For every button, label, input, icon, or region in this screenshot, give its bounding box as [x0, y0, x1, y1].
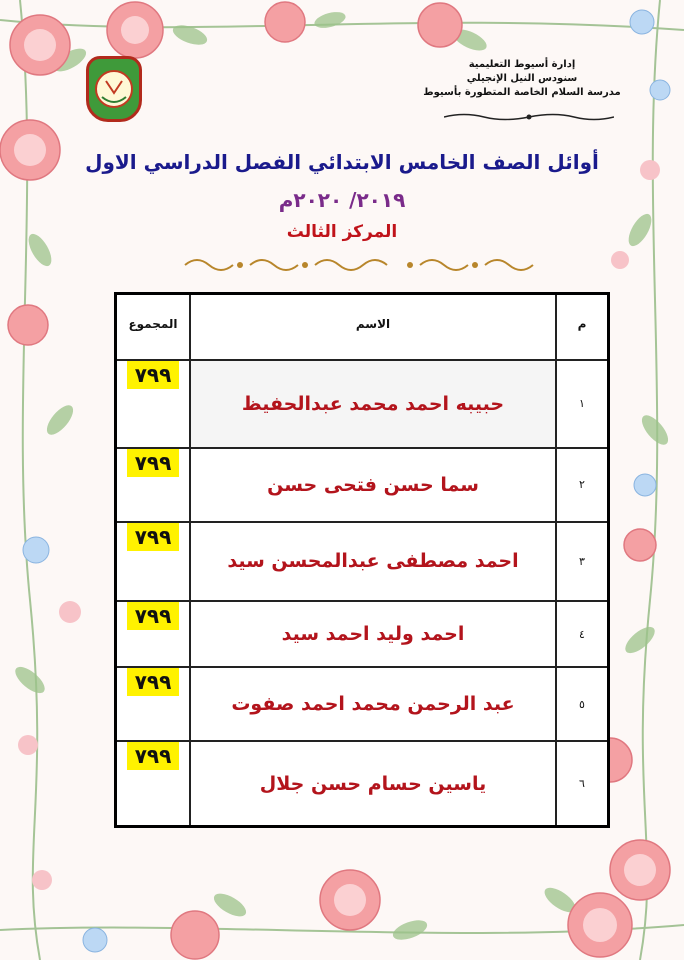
student-name: سما حسن فتحى حسن	[190, 448, 556, 522]
row-number: ١	[556, 360, 609, 448]
table-row	[116, 448, 609, 522]
table-row	[116, 360, 609, 448]
row-number: ٤	[556, 601, 609, 667]
score-cell	[116, 360, 191, 448]
score-cell	[116, 448, 191, 522]
table-row	[116, 667, 609, 741]
synod-name: سنودس النيل الإنجيلي	[466, 73, 578, 84]
student-name: احمد مصطفى عبدالمحسن سيد	[190, 522, 556, 601]
header-total: المجموع	[116, 294, 191, 360]
student-name: ياسين حسام حسن جلال	[190, 741, 556, 826]
score-badge: ٧٩٩	[127, 523, 180, 551]
row-number: ٣	[556, 522, 609, 601]
table-header-row	[116, 294, 609, 360]
score-badge: ٧٩٩	[127, 668, 180, 696]
score-badge: ٧٩٩	[127, 361, 180, 389]
score-cell	[116, 601, 191, 667]
rank-label: المركز الثالث	[286, 222, 398, 242]
row-number: ٥	[556, 667, 609, 741]
score-cell	[116, 741, 191, 826]
directorate-name: إدارة أسيوط التعليمية	[468, 59, 576, 70]
laurel-emblem-icon	[92, 67, 136, 111]
row-number: ٦	[556, 741, 609, 826]
table-row	[116, 741, 609, 826]
academic-year: ٢٠١٩/ ٢٠٢٠م	[278, 188, 406, 212]
page-title: أوائل الصف الخامس الابتدائي الفصل الدراسي الاول	[85, 150, 599, 174]
student-name: عبد الرحمن محمد احمد صفوت	[190, 667, 556, 741]
student-name: احمد وليد احمد سيد	[190, 601, 556, 667]
school-logo	[86, 56, 142, 122]
header-divider	[444, 112, 614, 122]
honor-roll-table	[114, 292, 610, 828]
table-row	[116, 601, 609, 667]
score-badge: ٧٩٩	[127, 449, 180, 477]
row-number: ٢	[556, 448, 609, 522]
score-cell	[116, 522, 191, 601]
school-header	[422, 58, 622, 100]
student-name: حبيبه احمد محمد عبدالحفيظ	[190, 360, 556, 448]
score-badge: ٧٩٩	[127, 602, 180, 630]
school-name: مدرسة السلام الخاصة المتطورة بأسيوط	[423, 87, 621, 98]
score-cell	[116, 667, 191, 741]
table-row	[116, 522, 609, 601]
header-name: الاسم	[190, 294, 556, 360]
header-number: م	[556, 294, 609, 360]
ornament-divider	[180, 254, 540, 276]
score-badge: ٧٩٩	[127, 742, 180, 770]
